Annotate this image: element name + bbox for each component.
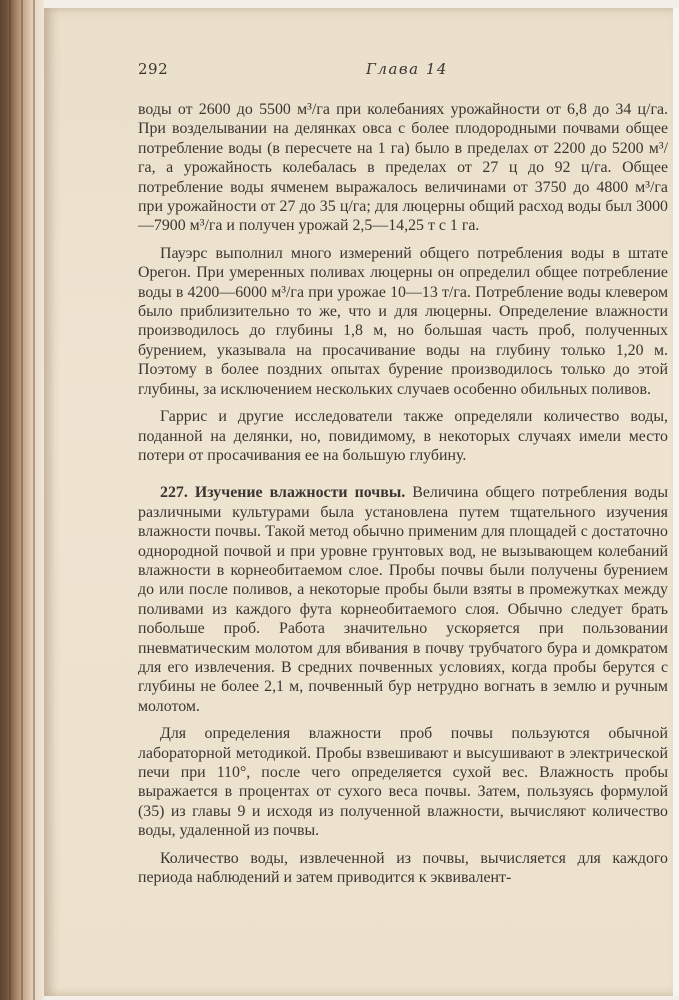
page-header [138,60,668,82]
body-text [138,100,668,887]
running-head: Глава 14 [366,60,448,78]
paragraph: воды от 2600 до 5500 м³/га при колебаниях урожайности от 6,8 до 34 ц/га. При возделывании на делянках овса с более плодородными почвами общее потребление воды (в пересчете на 1 га) было в пределах от 2200 до 5200 м³/га, а урожайность колебалась в пределах от 27 ц до 92 ц/га. Общее потребление воды ячменем выражалось величинами от 3750 до 4800 м³/га при урожайности от 27 до 35 ц/га; для люцерны общий расход воды был 3000—7900 м³/га и получен урожай 2,5—14,25 т с 1 га. [138,101,668,235]
section-paragraph [138,483,668,716]
paragraph: Количество воды, извлеченной из почвы, вычисляется для каждого периода наблюдений и затем приводится к эквивалент- [138,849,668,887]
paragraph: Пауэрс выполнил много измерений общего потребления воды в штате Орегон. При умеренных поливах люцерны он определил общее потребление воды в 4200—6000 м³/га при урожае 10—13 т/га. Потребление воды клевером было приблизительно то же, что и для люцерны. Определение влажности производилось до глубины 1,8 м, но большая часть проб, полученных бурением, указывала на просачивание воды на глубину только 1,20 м. Поэтому в более поздних опытах бурение производилось только до этой глубины, за исключением нескольких случаев особенно обильных поливов. [138,244,668,398]
section-text: Величина общего потребления воды различными культурами была установлена путем тщательного изучения влажности почвы. Такой метод обычно применим для площадей с достаточно однородной почвой и при уровне грунтовых вод, не вызывающем колебаний влажности в корнеобитаемом слое. Пробы почвы были получены бурением до или после поливов, а некоторые пробы были взяты в промежутках между поливами из каждого фута корнеобитаемого слоя. Обычно следует брать побольше проб. Работа значительно ускоряется при пользовании пневматическим молотом для вбивания в почву трубчатого бура и домкратом для его извлечения. В средних почвенных условиях, когда пробы берутся с глубины не более 2,1 м, почвенный бур нетрудно вогнать в землю и ручным молотом. [138,484,668,715]
paragraph: Для определения влажности проб почвы пользуются обычной лабораторной методикой. Пробы взвешивают и высушивают в электрической печи при 110°, после чего определяется сухой вес. Влажность пробы выражается в процентах от сухого веса почвы. Затем, пользуясь формулой (35) из главы 9 и исходя из полученной влажности, вычисляют количество воды, удаленной из почвы. [138,725,668,840]
binding-line [33,0,35,1000]
book-binding [0,0,44,1000]
page-number: 292 [138,60,169,78]
binding-line [21,0,23,1000]
section-title: 227. Изучение влажности почвы. [160,484,406,502]
paragraph: Гаррис и другие исследователи также определяли количество воды, поданной на делянки, но, повидимому, в некоторых случаях имели место потери от просачивания ее на большую глубину. [138,408,668,464]
scan-margin [673,8,679,996]
binding-line [9,0,11,1000]
